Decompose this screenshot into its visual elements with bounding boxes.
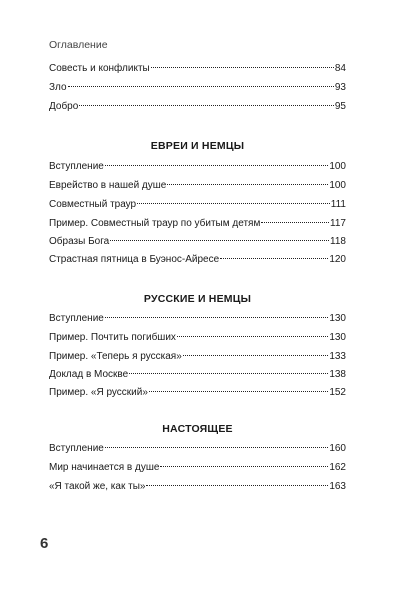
toc-entry-title: Совесть и конфликты — [49, 63, 150, 74]
toc-entry-page: 163 — [329, 481, 346, 492]
dot-leader — [105, 447, 328, 448]
toc-entry — [49, 350, 346, 364]
toc-entry-title: Пример. «Я русский» — [49, 387, 148, 398]
toc-entry-page: 93 — [334, 82, 346, 93]
toc-entry-page: 84 — [334, 63, 346, 74]
dot-leader — [151, 67, 334, 68]
toc-entry — [49, 81, 346, 95]
toc-entry-page: 100 — [329, 180, 346, 191]
toc-entry-title: Мир начинается в душе — [49, 462, 160, 473]
section-heading: РУССКИЕ И НЕМЦЫ — [143, 293, 252, 305]
toc-entry-page: 118 — [330, 236, 346, 247]
toc-entry-page: 138 — [329, 369, 346, 380]
toc-entry-page: 111 — [330, 199, 346, 210]
toc-entry — [49, 386, 346, 400]
toc-entry — [49, 217, 346, 231]
toc-entry-title: Страстная пятница в Буэнос-Айресе — [49, 254, 220, 265]
toc-entry — [49, 160, 346, 174]
toc-entry-title: «Я такой же, как ты» — [49, 481, 146, 492]
toc-entry-title: Доклад в Москве — [49, 369, 129, 380]
toc-entry — [49, 235, 346, 249]
toc-entry-page: 130 — [329, 313, 346, 324]
dot-leader — [220, 258, 328, 259]
toc-entry-page: 152 — [329, 387, 346, 398]
toc-entry-title: Еврейство в нашей душе — [49, 180, 167, 191]
toc-entry — [49, 442, 346, 456]
toc-entry — [49, 198, 346, 212]
toc-entry-page: 130 — [329, 332, 346, 343]
toc-entry-page: 162 — [329, 462, 346, 473]
dot-leader — [105, 165, 328, 166]
toc-entry — [49, 368, 346, 382]
dot-leader — [79, 105, 334, 106]
page-number: 6 — [40, 535, 49, 552]
toc-entry-title: Образы Бога — [49, 236, 110, 247]
dot-leader — [129, 373, 328, 374]
toc-entry — [49, 62, 346, 76]
toc-entry-title: Совместный траур — [49, 199, 137, 210]
toc-entry-title: Зло — [49, 82, 67, 93]
toc-entry-title: Вступление — [49, 443, 104, 454]
toc-entry-title: Пример. Почтить погибших — [49, 332, 176, 343]
toc-entry-title: Пример. «Теперь я русская» — [49, 351, 182, 362]
dot-leader — [160, 466, 328, 467]
dot-leader — [146, 485, 328, 486]
toc-entry-page: 95 — [334, 101, 346, 112]
dot-leader — [149, 391, 328, 392]
dot-leader — [68, 86, 334, 87]
section-heading: ЕВРЕИ И НЕМЦЫ — [150, 140, 245, 152]
dot-leader — [167, 184, 328, 185]
toc-entry-title: Добро — [49, 101, 79, 112]
toc-entry — [49, 253, 346, 267]
toc-entry-title: Пример. Совместный траур по убитым детям — [49, 218, 261, 229]
toc-entry-title: Вступление — [49, 313, 104, 324]
toc-entry — [49, 312, 346, 326]
toc-entry-title: Вступление — [49, 161, 104, 172]
toc-entry-page: 120 — [329, 254, 346, 265]
toc-entry — [49, 179, 346, 193]
dot-leader — [110, 240, 329, 241]
toc-entry — [49, 331, 346, 345]
dot-leader — [261, 222, 329, 223]
toc-entry-page: 100 — [329, 161, 346, 172]
toc-entry-page: 160 — [329, 443, 346, 454]
toc-entry — [49, 480, 346, 494]
dot-leader — [105, 317, 328, 318]
running-head: Оглавление — [49, 39, 108, 51]
toc-entry-page: 133 — [329, 351, 346, 362]
toc-entry-page: 117 — [330, 218, 346, 229]
toc-entry — [49, 461, 346, 475]
section-heading: НАСТОЯЩЕЕ — [162, 423, 233, 435]
dot-leader — [177, 336, 328, 337]
dot-leader — [183, 355, 329, 356]
dot-leader — [137, 203, 330, 204]
toc-entry — [49, 100, 346, 114]
